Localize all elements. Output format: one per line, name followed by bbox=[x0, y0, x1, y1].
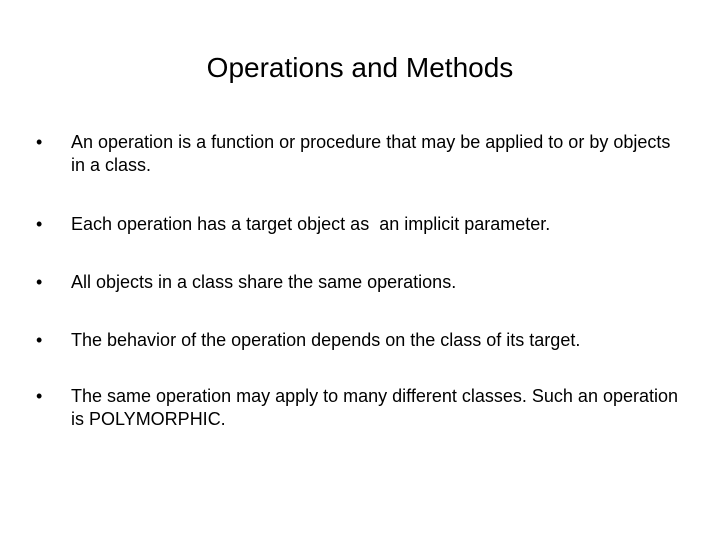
bullet-icon: • bbox=[36, 386, 43, 406]
bullet-icon: • bbox=[36, 272, 43, 292]
bullet-icon: • bbox=[36, 214, 43, 234]
bullet-icon: • bbox=[36, 132, 43, 152]
bullet-item bbox=[36, 131, 686, 177]
bullet-item bbox=[36, 271, 686, 294]
bullet-item bbox=[36, 213, 686, 236]
bullet-text: Each operation has a target object as an implicit parameter. bbox=[71, 214, 551, 234]
bullet-text: An operation is a function or procedure that may be applied to or by objects in a class. bbox=[71, 132, 676, 175]
bullet-text: The behavior of the operation depends on the class of its target. bbox=[71, 330, 581, 350]
bullet-item bbox=[36, 385, 686, 431]
bullet-icon: • bbox=[36, 330, 43, 350]
bullet-text: All objects in a class share the same operations. bbox=[71, 272, 457, 292]
slide-title: Operations and Methods bbox=[206, 52, 514, 83]
bullet-item bbox=[36, 329, 686, 352]
bullet-text: The same operation may apply to many different classes. Such an operation is POLYMORPHIC. bbox=[71, 386, 684, 429]
